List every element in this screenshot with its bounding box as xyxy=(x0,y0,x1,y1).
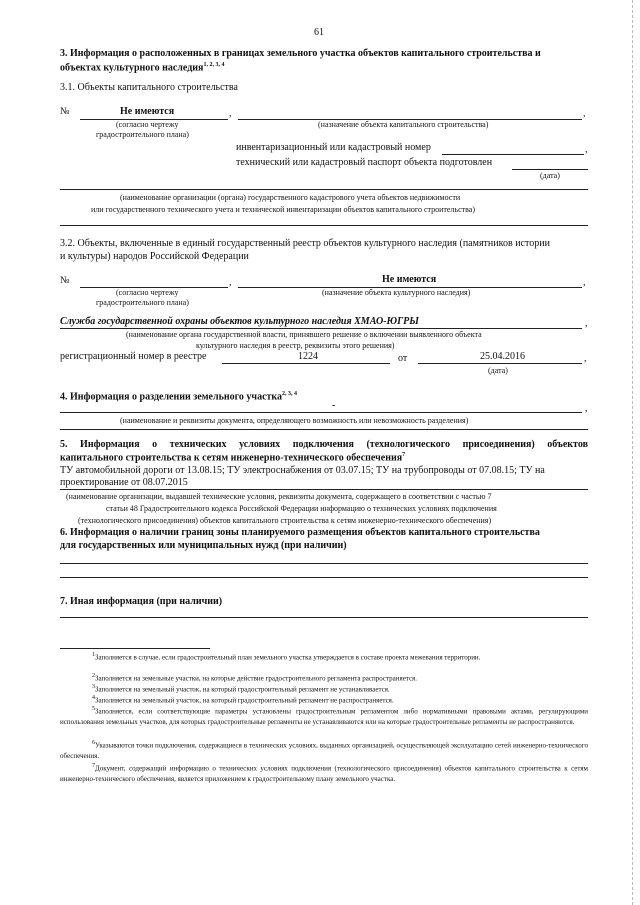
registry-date-caption: (дата) xyxy=(488,366,508,375)
footnote-4-text: Заполняется на земельный участок, на который градостроительный регламент не распространяется. xyxy=(95,696,394,705)
section-6-heading-line2: для государственных или муниципальных нужд (при наличии) xyxy=(60,540,347,551)
heritage-purpose-value: Не имеются xyxy=(382,274,437,285)
section-6-line-1 xyxy=(60,563,588,564)
footnote-3-text: Заполняется на земельный участок, на который градостроительный регламент не устанавливается. xyxy=(95,685,390,694)
section-3-heading-text: объектах культурного наследия xyxy=(60,62,204,74)
footnote-1-number: 1 xyxy=(92,652,95,658)
authority-caption-2: культурного наследия в реестр, реквизиты этого решения) xyxy=(196,341,395,350)
section-4-dash: - xyxy=(332,400,336,411)
footnote-1 xyxy=(60,650,588,662)
registry-number: 1224 xyxy=(298,351,318,362)
number-label-2: № xyxy=(60,275,70,286)
comma-5: , xyxy=(583,277,586,288)
scan-edge-right xyxy=(632,0,633,905)
section-4-underline xyxy=(60,412,582,413)
footnote-1-text: Заполняется в случае, если градостроительный план земельного участка утверждается в составе проекта межевания территории. xyxy=(95,653,481,662)
footnote-7 xyxy=(60,761,588,784)
section-5-underline xyxy=(60,489,588,490)
section-5-heading-line2 xyxy=(60,452,405,463)
number-value: Не имеются xyxy=(120,106,175,117)
inventory-label: инвентаризационный или кадастровый номер xyxy=(236,142,431,153)
footnote-5-number: 5 xyxy=(92,706,95,712)
footnote-6 xyxy=(60,738,588,761)
section-7-heading: 7. Иная информация (при наличии) xyxy=(60,596,223,607)
footnote-6-text: Указываются точки подключения, содержащиеся в технических условиях, выданных организацией, осуществляющей эксплуатацию сетей инженерно-технического обеспечения. xyxy=(60,741,588,760)
passport-label: технический или кадастровый паспорт объекта подготовлен xyxy=(236,157,493,168)
authority-caption-1: (наименование органа государственной власти, принявшего решение о включении выявленного объекта xyxy=(126,330,482,339)
section-7-line xyxy=(60,617,588,618)
authority-underline xyxy=(60,328,582,329)
section-5-caption-2: статьи 48 Градостроительного кодекса Российской Федерации информацию о технических условиях подключения xyxy=(106,504,497,513)
footnote-2-number: 2 xyxy=(92,673,95,679)
per-plan-caption-3: (согласно чертежу xyxy=(116,288,179,297)
section-6-line-2 xyxy=(60,577,588,578)
purpose-caption: (назначение объекта капитального строительства) xyxy=(318,120,489,129)
footnote-3-number: 3 xyxy=(92,684,95,690)
section-3-heading-line1: 3. Информация о расположенных в границах земельного участка объектов капитального строительства и xyxy=(60,48,541,59)
comma-8: , xyxy=(585,403,588,414)
section-5-heading-line1: 5. Информация о технических условиях подключения (технологического присоединения) объектов xyxy=(60,439,588,450)
section-3-1-divider xyxy=(60,225,588,226)
section-3-1-title: 3.1. Объекты капитального строительства xyxy=(60,82,238,93)
footnote-2-text: Заполняется на земельные участки, на которые действие градостроительного регламента распространяется. xyxy=(95,674,418,683)
section-4-heading-text: 4. Информация о разделении земельного участка xyxy=(60,391,283,403)
org-caption-2: или государственного технического учета и технической инвентаризации объектов капитального строительства) xyxy=(91,205,476,214)
authority-value: Служба государственной охраны объектов культурного наследия ХМАО-ЮГРЫ xyxy=(60,316,419,327)
org-underline xyxy=(60,189,588,190)
comma-7: , xyxy=(584,353,587,364)
section-5-value-line2: проектирование от 08.07.2015 xyxy=(60,477,188,488)
registry-label: регистрационный номер в реестре xyxy=(60,351,207,362)
page-number: 61 xyxy=(314,27,324,38)
comma-4: , xyxy=(229,277,232,288)
comma-2: , xyxy=(583,108,586,119)
section-4-caption: (наименование и реквизиты документа, определяющего возможность или невозможность разделения) xyxy=(120,416,469,425)
section-5-caption-3: (технологического присоединения) объектов капитального строительства к сетям инженерно-технического обеспечения) xyxy=(78,516,492,525)
registry-number-underline xyxy=(222,363,390,364)
footnote-5-text: Заполняется, если соответствующие параметры установлены градостроительным регламентом либо нормативными правовыми актами, регулирующими использования земельных участков, для которых градостроительные регламенты не устанавливаются или на которые градостроительные регламенты не распространяются. xyxy=(60,707,588,726)
comma-1: , xyxy=(229,108,232,119)
section-5-heading-text: капитального строительства к сетям инженерно-технического обеспечения xyxy=(60,452,403,464)
section-3-heading-sup: 1, 2, 3, 4 xyxy=(203,62,225,68)
number-label: № xyxy=(60,106,70,117)
comma-6: , xyxy=(585,318,588,329)
footnote-5 xyxy=(60,704,588,727)
comma-3: , xyxy=(585,144,588,155)
footnote-separator xyxy=(60,648,210,649)
section-5-heading-sup: 7 xyxy=(402,452,406,458)
section-5-caption-1: (наименование организации, выдавшей технические условия, реквизиты документа, содержащего в соответствии с частью 7 xyxy=(66,492,492,501)
inventory-underline xyxy=(442,154,584,155)
section-4-divider xyxy=(60,429,588,430)
registry-date: 25.04.2016 xyxy=(480,351,525,362)
section-3-heading-line2 xyxy=(60,62,224,73)
heritage-purpose-caption: (назначение объекта культурного наследия) xyxy=(322,288,471,297)
footnote-4-number: 4 xyxy=(92,695,95,701)
registry-from: от xyxy=(398,353,408,364)
per-plan-caption-1: (согласно чертежу xyxy=(116,120,179,129)
footnote-7-number: 7 xyxy=(92,763,95,769)
per-plan-caption-2: градостроительного плана) xyxy=(96,130,189,139)
section-5-value-line1: ТУ автомобильной дороги от 13.08.15; ТУ электроснабжения от 03.07.15; ТУ на трубопроводы от 07.08.15; ТУ на xyxy=(60,465,545,476)
section-6-heading-line1: 6. Информация о наличии границ зоны планируемого размещения объектов капитального строительства xyxy=(60,527,540,538)
passport-date-caption: (дата) xyxy=(540,171,560,180)
per-plan-caption-4: градостроительного плана) xyxy=(96,298,189,307)
org-caption-1: (наименование организации (органа) государственного кадастрового учета объектов недвижимости xyxy=(120,193,461,202)
section-3-2-title-line2: и культуры) народов Российской Федерации xyxy=(60,251,249,262)
footnote-6-number: 6 xyxy=(92,740,95,746)
section-4-heading xyxy=(60,391,297,402)
section-4-heading-sup: 2, 3, 4 xyxy=(282,391,298,397)
footnote-7-text: Документ, содержащий информацию о технических условиях подключения (технологического присоединения) объектов капитального строительства к сетям инженерно-технического обеспечения, является приложением к градостроительному плану земельного участка. xyxy=(60,764,588,783)
passport-underline xyxy=(512,169,588,170)
registry-date-underline xyxy=(418,363,582,364)
section-3-2-title-line1: 3.2. Объекты, включенные в единый государственный реестр объектов культурного наследия (памятников истории xyxy=(60,238,550,249)
